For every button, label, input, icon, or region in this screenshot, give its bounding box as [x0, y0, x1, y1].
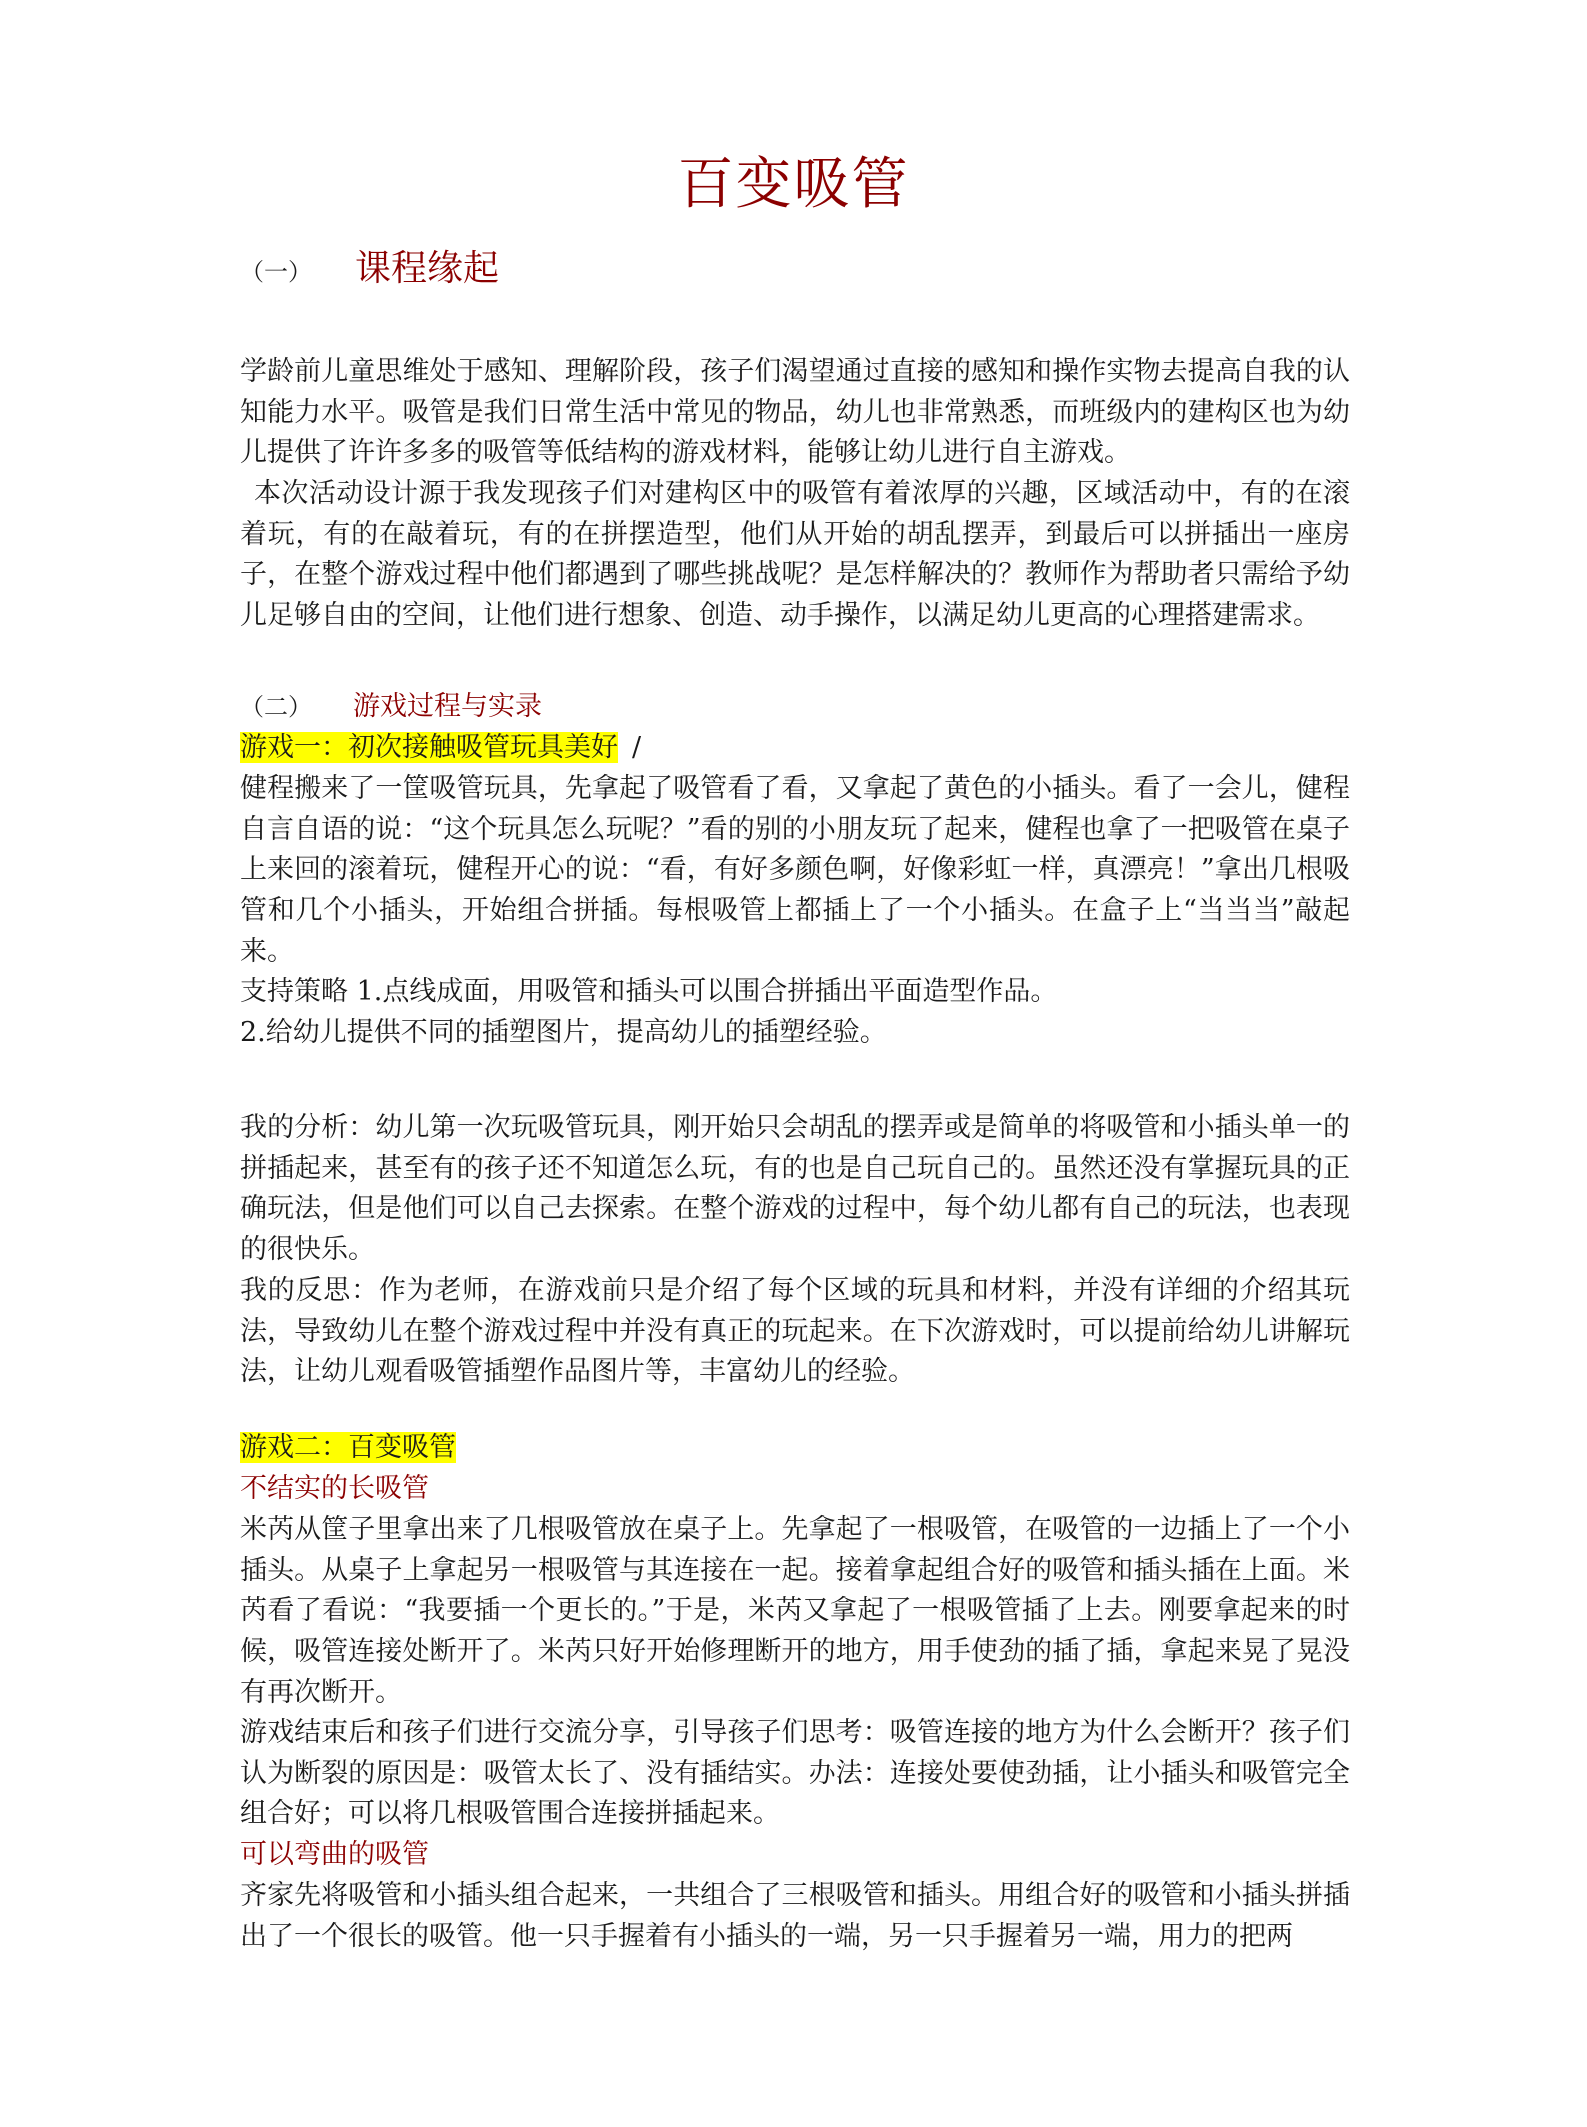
- section-heading-origin: [240, 244, 499, 297]
- game2-highlighted-label: 游戏二：百变吸管: [240, 1432, 456, 1463]
- section-number: （一）: [240, 258, 312, 286]
- game1-label-line: [240, 728, 1350, 769]
- section-title: 课程缘起: [355, 248, 500, 289]
- game1-strategy-1: 支持策略 1.点线成面，用吸管和插头可以围合拼插出平面造型作品。: [240, 976, 1058, 1007]
- game1-narrative: 健程搬来了一筐吸管玩具，先拿起了吸管看了看，又拿起了黄色的小插头。看了一会儿，健程自言自语的说：“这个玩具怎么玩呢？”看的别的小朋友玩了起来，健程也拿了一把吸管在桌子上来回的滚着玩，健程开心的说：“看，有好多颜色啊，好像彩虹一样，真漂亮！”拿出几根吸管和几个小插头，开始组合拼插。每根吸管上都插上了一个小插头。在盒子上“当当当”敲起来。: [240, 773, 1350, 967]
- section-title: 游戏过程与实录: [353, 691, 542, 722]
- game1-highlighted-label: 游戏一：初次接触吸管玩具美好: [240, 732, 618, 763]
- game2-sub1-heading: 不结实的长吸管: [240, 1473, 429, 1504]
- section-heading-process: [240, 687, 542, 727]
- game2-sub1-discussion: 游戏结束后和孩子们进行交流分享，引导孩子们思考：吸管连接的地方为什么会断开？孩子们认为断裂的原因是：吸管太长了、没有插结实。办法：连接处要使劲插，让小插头和吸管完全组合好；可以将几根吸管围合连接拼插起来。: [240, 1717, 1350, 1830]
- game2-label-line: [240, 1428, 1350, 1469]
- paragraph-intro: 学龄前儿童思维处于感知、理解阶段，孩子们渴望通过直接的感知和操作实物去提高自我的认知能力水平。吸管是我们日常生活中常见的物品，幼儿也非常熟悉，而班级内的建构区也为幼儿提供了许许多多的吸管等低结构的游戏材料，能够让幼儿进行自主游戏。: [240, 356, 1350, 469]
- game1-strategy-2: 2.给幼儿提供不同的插塑图片，提高幼儿的插塑经验。: [240, 1017, 887, 1048]
- game1-reflection: 我的反思：作为老师，在游戏前只是介绍了每个区域的玩具和材料，并没有详细的介绍其玩法，导致幼儿在整个游戏过程中并没有真正的玩起来。在下次游戏时，可以提前给幼儿讲解玩法，让幼儿观看吸管插塑作品图片等，丰富幼儿的经验。: [240, 1275, 1350, 1388]
- game2-sub2-narrative: 齐家先将吸管和小插头组合起来，一共组合了三根吸管和插头。用组合好的吸管和小插头拼插出了一个很长的吸管。他一只手握着有小插头的一端，另一只手握着另一端，用力的把两: [240, 1880, 1350, 1952]
- slash-mark: /: [632, 732, 642, 763]
- section-number: （二）: [240, 693, 312, 721]
- game2-sub2-heading: 可以弯曲的吸管: [240, 1839, 429, 1870]
- game1-analysis: 我的分析：幼儿第一次玩吸管玩具，刚开始只会胡乱的摆弄或是简单的将吸管和小插头单一的拼插起来，甚至有的孩子还不知道怎么玩，有的也是自己玩自己的。虽然还没有掌握玩具的正确玩法，但是他们可以自己去探索。在整个游戏的过程中，每个幼儿都有自己的玩法，也表现的很快乐。: [240, 1112, 1350, 1266]
- document-title: 百变吸管: [677, 152, 910, 217]
- paragraph-design-origin: 本次活动设计源于我发现孩子们对建构区中的吸管有着浓厚的兴趣，区域活动中，有的在滚着玩，有的在敲着玩，有的在拼摆造型，他们从开始的胡乱摆弄，到最后可以拼插出一座房子，在整个游戏过程中他们都遇到了哪些挑战呢？是怎样解决的？教师作为帮助者只需给予幼儿足够自由的空间，让他们进行想象、创造、动手操作，以满足幼儿更高的心理搭建需求。: [240, 478, 1350, 632]
- game2-sub1-narrative: 米芮从筐子里拿出来了几根吸管放在桌子上。先拿起了一根吸管，在吸管的一边插上了一个小插头。从桌子上拿起另一根吸管与其连接在一起。接着拿起组合好的吸管和插头插在上面。米芮看了看说：“我要插一个更长的。”于是，米芮又拿起了一根吸管插了上去。刚要拿起来的时候，吸管连接处断开了。米芮只好开始修理断开的地方，用手使劲的插了插，拿起来晃了晃没有再次断开。: [240, 1514, 1350, 1708]
